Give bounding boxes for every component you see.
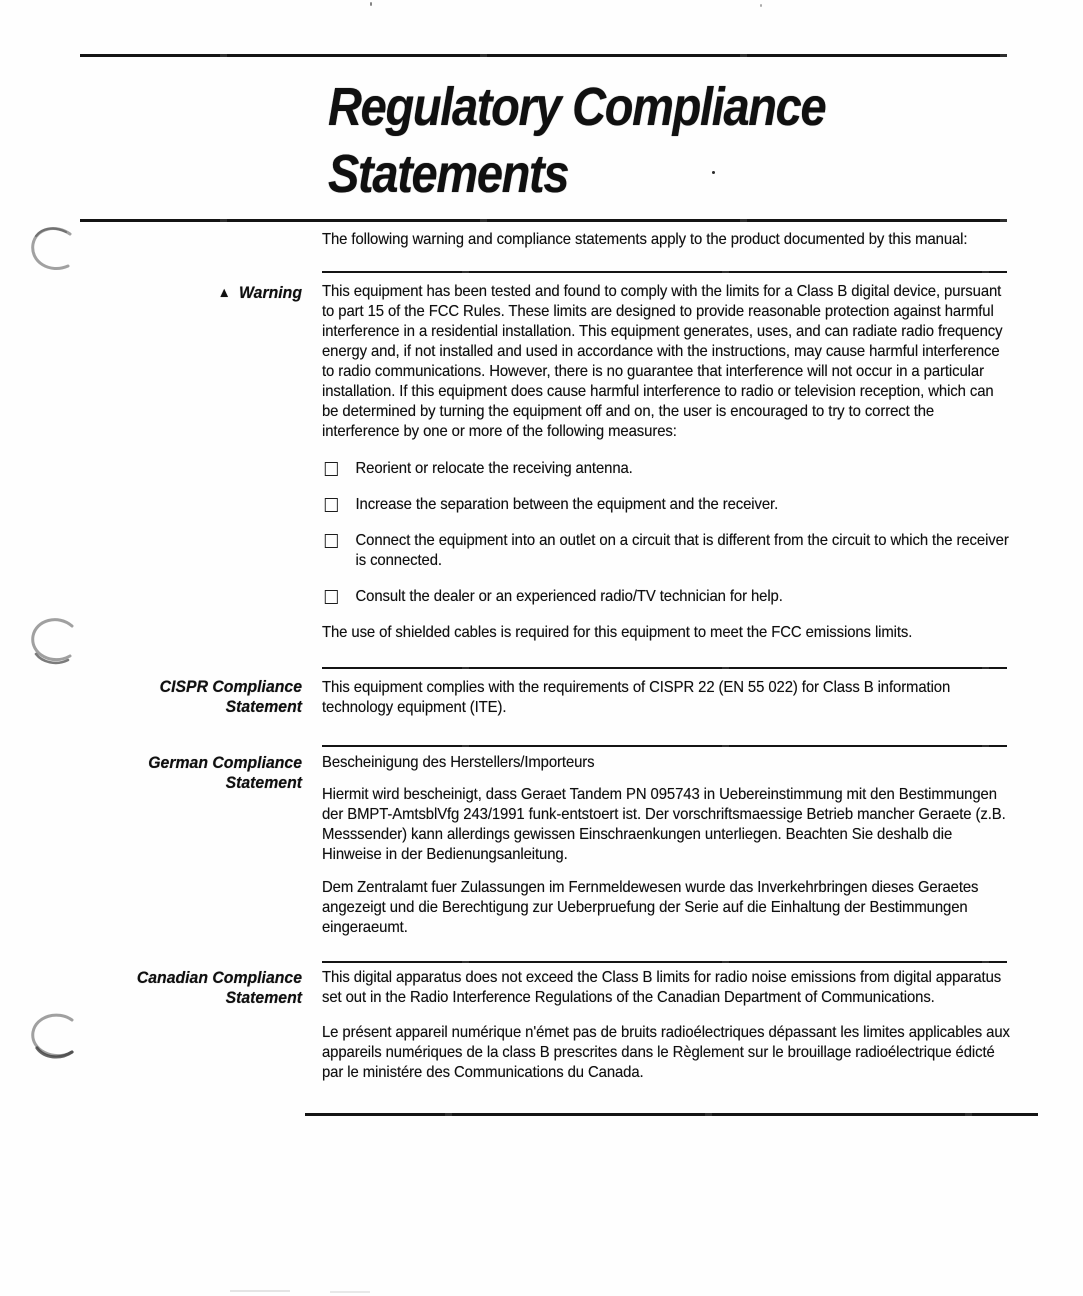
canadian-body — [322, 968, 1010, 1083]
canadian-section-rule — [322, 961, 1007, 963]
bullet-text: Consult the dealer or an experienced radio/TV technician for help. — [355, 588, 783, 605]
scan-speck — [712, 171, 715, 174]
warning-label-text: Warning — [239, 283, 302, 302]
cispr-label — [21, 677, 302, 717]
german-label — [21, 753, 302, 793]
cispr-paragraph: This equipment complies with the requirements of CISPR 22 (EN 55 022) for Class B information technology equipment (ITE). — [322, 679, 951, 716]
list-item — [322, 587, 1010, 607]
warning-label — [21, 283, 302, 303]
bullet-text: Connect the equipment into an outlet on a circuit that is different from the circuit to which the receiver is connected. — [355, 532, 1009, 569]
list-item — [322, 459, 1010, 479]
top-rule — [80, 54, 1007, 57]
scan-speck — [230, 1290, 290, 1292]
canadian-label — [21, 968, 302, 1008]
bullet-text: Reorient or relocate the receiving antenna. — [355, 460, 633, 477]
warning-paragraph: This equipment has been tested and found to comply with the limits for a Class B digital device, pursuant to part 15 of the FCC Rules. These limits are designed to provide reasonable protection against harmful interference in a residential installation. This equipment generates, uses, and can radiate radio frequency energy and, if not installed and used in accordance with the instructions, may cause harmful interference to radio communications. However, there is no guarantee that interference will not occur in a particular installation. If this equipment does cause harmful interference to radio or television reception, which can be determined by turning the equipment off and on, the user is encouraged to try to correct the interference by one or more of the following measures: — [322, 283, 1003, 440]
margin-circle-mark-icon — [26, 222, 82, 278]
list-item — [322, 495, 1010, 515]
checkbox-square-icon — [325, 534, 338, 548]
list-item — [322, 531, 1010, 571]
canadian-paragraph-english: This digital apparatus does not exceed the Class B limits for radio noise emissions from digital apparatus set out in the Radio Interference Regulations of the Canadian Department of Communications. — [322, 969, 1002, 1006]
warning-triangle-icon: ▲ — [217, 284, 231, 300]
warning-section-rule — [322, 271, 1007, 273]
scan-speck — [760, 4, 762, 7]
german-section-rule — [322, 745, 1007, 747]
page-title-line1: Regulatory Compliance — [328, 77, 826, 137]
bullet-text: Increase the separation between the equipment and the receiver. — [355, 496, 779, 513]
german-heading: Bescheinigung des Herstellers/Importeurs — [322, 754, 595, 771]
cispr-label-line1: CISPR Compliance — [159, 677, 302, 696]
page-title — [328, 74, 825, 208]
scan-speck — [330, 1291, 370, 1293]
canadian-label-line2: Statement — [225, 988, 302, 1007]
checkbox-square-icon — [325, 498, 338, 512]
scan-speck — [370, 2, 372, 6]
checkbox-square-icon — [325, 462, 338, 476]
warning-footer: The use of shielded cables is required for this equipment to meet the FCC emissions limits. — [322, 624, 913, 641]
cispr-section-rule — [322, 667, 1007, 669]
margin-circle-mark-icon — [26, 612, 82, 668]
margin-circle-mark-icon — [26, 1008, 82, 1064]
title-rule — [80, 219, 1007, 222]
checkbox-square-icon — [325, 590, 338, 604]
canadian-label-line1: Canadian Compliance — [136, 968, 302, 987]
german-label-line1: German Compliance — [148, 753, 302, 772]
german-body — [322, 753, 1010, 938]
cispr-body — [322, 678, 1010, 718]
intro-text: The following warning and compliance statements apply to the product documented by this manual: — [322, 231, 968, 248]
page-title-line2: Statements — [328, 144, 569, 204]
german-label-line2: Statement — [225, 773, 302, 792]
bottom-rule — [305, 1113, 1038, 1116]
warning-body — [322, 282, 1010, 643]
german-paragraph-2: Dem Zentralamt fuer Zulassungen im Fernmeldewesen wurde das Inverkehrbringen dieses Geraetes angezeigt und die Berechtigung zur Ueberpruefung der Serie auf die Einhaltung der Bestimmungen eingeraeumt. — [322, 879, 979, 936]
cispr-label-line2: Statement — [225, 697, 302, 716]
german-paragraph-1: Hiermit wird bescheinigt, dass Geraet Tandem PN 095743 in Uebereinstimmung mit den Bestimmungen der BMPT-AmtsblVfg 243/1991 funk-entstoert ist. Der vorschriftsmaessige Betrieb mancher Geraete (z.B. Messsender) kann allerdings gewissen Einschraenkungen unterliegen. Beachten Sie deshalb die Hinweise in der Bedienungsanleitung. — [322, 786, 1006, 863]
canadian-paragraph-french: Le présent appareil numérique n'émet pas de bruits radioélectriques dépassant les limites applicables aux appareils numériques de la class B prescrites dans le Règlement sur le brouillage radioélectrique édicté par le ministére des Communications du Canada. — [322, 1024, 1010, 1081]
